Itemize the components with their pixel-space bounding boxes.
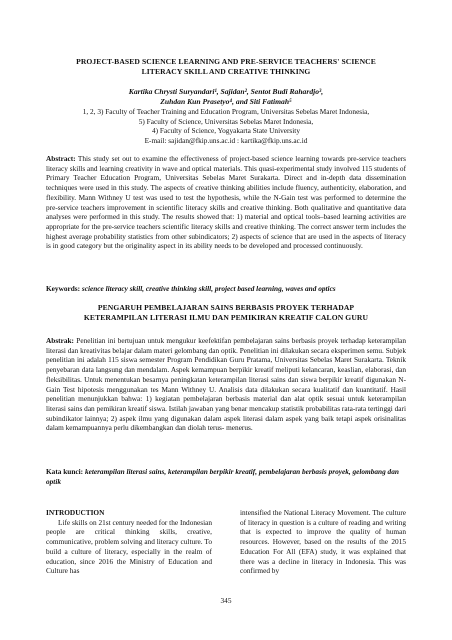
paper-title bbox=[46, 57, 406, 77]
keywords-label: Keywords: bbox=[46, 284, 81, 293]
paper-title-line-1: PROJECT-BASED SCIENCE LEARNING AND PRE-SERVICE TEACHERS' SCIENCE bbox=[76, 57, 376, 66]
abstract-indonesian bbox=[46, 336, 406, 433]
intro-paragraph-left: Life skills on 21st century needed for the Indonesian people are critical thinking skills, creative, communicative, problem solving and literacy culture. To build a culture of literacy, especially in the realm of education, since 2016 the Ministry of Education and Culture has bbox=[46, 517, 212, 576]
author-line-1: Kartika Chrysti Suryandari¹, Sajidan², Sentot Budi Rahardjo³, bbox=[128, 87, 324, 96]
indonesian-title-line-2: KETERAMPILAN LITERASI ILMU DAN PEMIKIRAN KREATIF CALON GURU bbox=[83, 313, 369, 322]
abstract-text: This study set out to examine the effectiveness of project-based science learning towards pre-service teachers literacy skills and learning creativity in wave and optical materials. This quasi-experimental study involved 115 students of Primary Teacher Education Program, Universitas Sebelas Maret Surakarta. Direct and in-depth data dissemination techniques were used in this study. The aspects of creative thinking abilities include fluency, authenticity, elaboration, and flexibility. Mann Withney U test was used to test the hypothesis, while the N-Gain test was performed to determine the pre-service teachers improvement in scientific literacy skills and creative thinking. Both qualitative and quantitative data analyses were performed in this study. The results showed that: 1) material and optical tools–based learning activities are appropriate for the pre-service teachers scientific literacy skills and creative thinking. The correct answer term includes the highest average probability statistics from other subindicators; 2) aspects of science that are used in the aspects of literacy is in good category but the originality aspect in its ability needs to be developed and processed continuously. bbox=[46, 154, 406, 251]
kata-kunci-label: Kata kunci: bbox=[46, 467, 84, 476]
abstract-english bbox=[46, 154, 406, 251]
abstrak-label: Abstrak: bbox=[46, 336, 74, 345]
keywords-english bbox=[46, 284, 406, 294]
intro-paragraph-right: intensified the National Literacy Movement. The culture of literacy in question is a culture of reading and writing that is expected to improve the quality of human resources. However, based on the results of the 2015 Education For All (EFA) study, it was explained that there was a decline in literacy in Indonesia. This was confirmed by bbox=[240, 508, 406, 576]
kata-kunci-text: keterampilan literasi sains, keterampilan berpikir kreatif, pembelajaran berbasis proyek, gelombang dan optik bbox=[46, 467, 399, 486]
affiliation-2: 5) Faculty of Science, Universitas Sebelas Maret Indonesia, bbox=[138, 116, 314, 126]
keywords-text: science literacy skill, creative thinking skill, project based learning, waves and optics bbox=[81, 284, 336, 293]
indonesian-title-line-1: PENGARUH PEMBELAJARAN SAINS BERBASIS PROYEK TERHADAP bbox=[97, 303, 355, 312]
affiliation-3: 4) Faculty of Science, Yogyakarta State University bbox=[152, 126, 300, 136]
author-list bbox=[46, 87, 406, 107]
intro-right-column bbox=[240, 508, 406, 576]
keywords-indonesian bbox=[46, 467, 406, 486]
contact-email: E-mail: sajidan@fkip.uns.ac.id : kartika@fkip.uns.ac.id bbox=[144, 135, 308, 145]
affiliation-1: 1, 2, 3) Faculty of Teacher Training and Education Program, Universitas Sebelas Maret Indonesia, bbox=[82, 107, 370, 116]
intro-heading: INTRODUCTION bbox=[46, 508, 105, 517]
indonesian-title bbox=[46, 303, 406, 323]
intro-left-column bbox=[46, 508, 212, 576]
affiliations bbox=[46, 107, 406, 145]
abstrak-text: Penelitian ini bertujuan untuk mengukur keefektifan pembelajaran sains berbasis proyek terhadap keterampilan literasi dan kreativitas belajar dalam materi gelombang dan optik. Penelitian ini dilakukan secara eksperimen semu. Subjek penelitian ini adalah 115 siswa semester Program Pendidikan Guru Pratama, Universitas Sebelas Maret Surakarta. Teknik penyebaran data langsung dan mendalam. Aspek kemampuan berpikir kreatif meliputi kelancaran, keaslian, elaborasi, dan fleksibilitas. Untuk menentukan besarnya peningkatan keterampilan literasi sains dan siswa berpikir kreatif digunakan N-Gain Test hipotesis menggunakan tes Mann Withney U. Analisis data dilakukan secara kualitatif dan kuantitatif. Hasil penelitian menunjukkan bahwa: 1) kegiatan pembelajaran berbasis material dan alat optik sesuai untuk keterampilan literasi sains dan pemikiran kreatif siswa. Istilah jawaban yang benar mencakup statistik probabilitas rata-rata tertinggi dari subindikator lainnya; 2) aspek ilmu yang digunakan dalam aspek literasi dalam aspek yang baik tetapi aspek orisinalitas dalam kemampuannya perlu dikembangkan dan diolah terus- menerus. bbox=[46, 336, 406, 433]
author-line-2: Zuhdan Kun Prasetyo⁴, and Siti Fatimah⁵ bbox=[160, 97, 292, 106]
abstract-label: Abstract: bbox=[46, 154, 76, 163]
paper-title-line-2: LITERACY SKILL AND CREATIVE THINKING bbox=[141, 67, 311, 76]
page-number: 345 bbox=[220, 596, 232, 605]
